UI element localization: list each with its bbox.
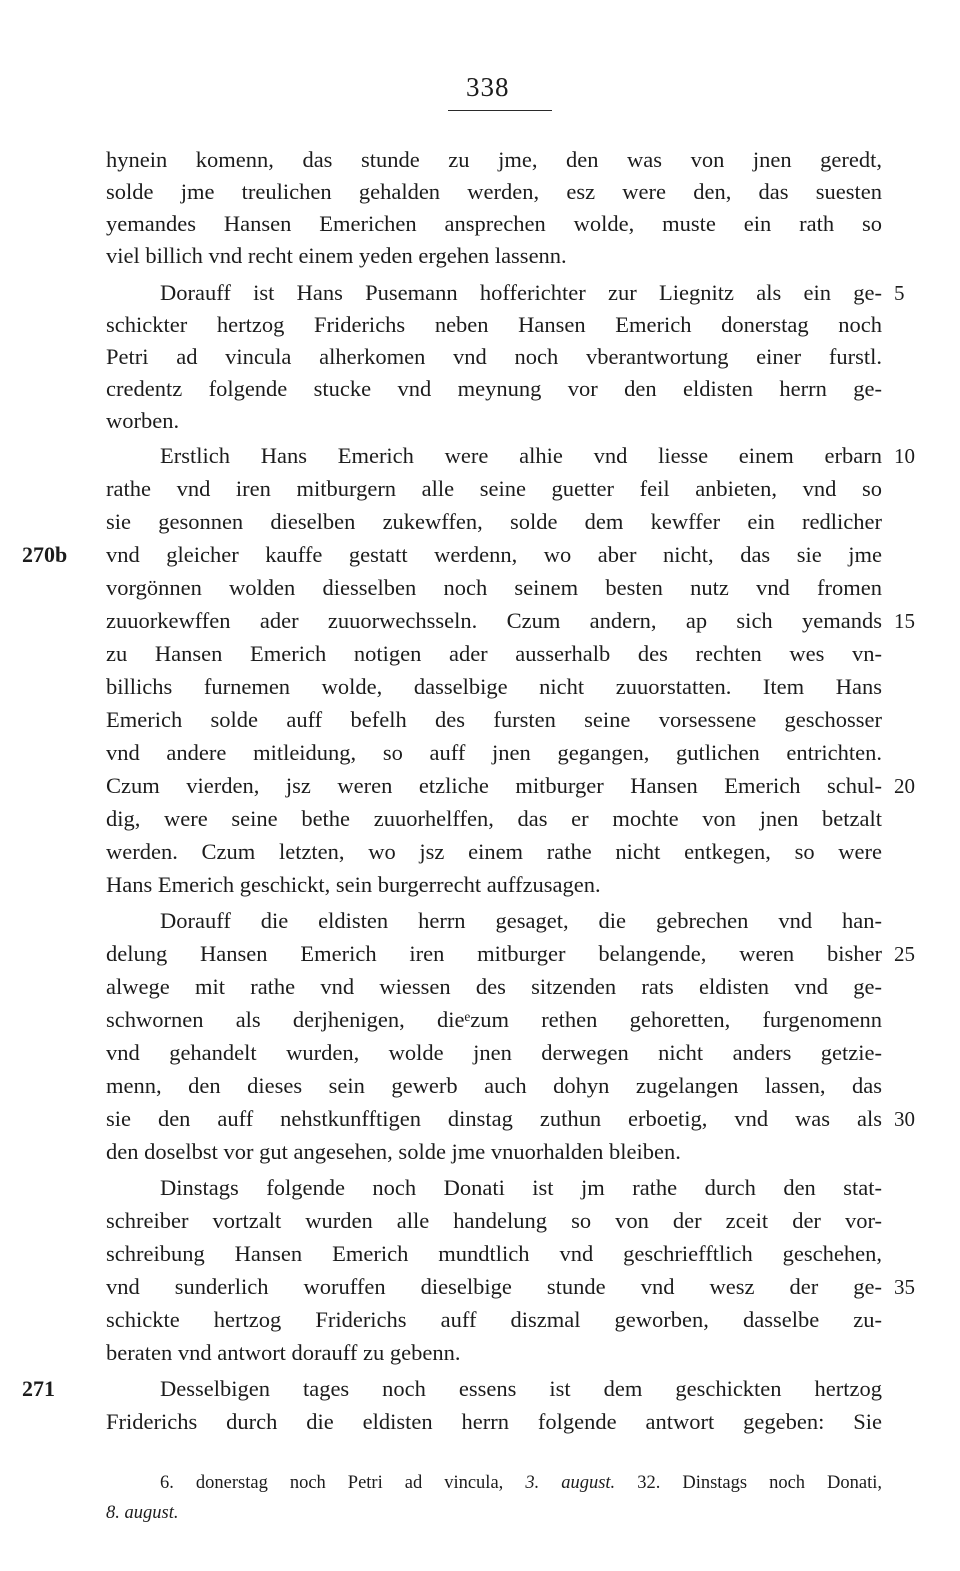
page-number-rule (448, 110, 552, 111)
page-number: 338 (466, 72, 510, 102)
text-line: den doselbst vor gut angesehen, solde jme vnuorhalden bleiben. (106, 1139, 681, 1164)
footnote-text: donerstag noch Petri ad vincula, (195, 1473, 504, 1493)
footnote-text: Dinstags noch Donati, (682, 1473, 883, 1493)
text-line: Friderichs durch die eldisten herrn folgende antwort gegeben: Sie (106, 1409, 882, 1434)
text-line: Czum vierden, jsz weren etzliche mitburger Hansen Emerich schul- (106, 773, 882, 798)
footnote-number: 32. (637, 1473, 661, 1493)
text-line: schickte hertzog Friderichs auff diszmal geworben, dasselbe zu- (106, 1307, 882, 1332)
footnote-date: 3. august. (525, 1473, 616, 1493)
text-line: worben. (106, 408, 180, 433)
text-line: Dorauff die eldisten herrn gesaget, die gebrechen vnd han- (160, 908, 882, 933)
line-number: 10 (894, 444, 915, 468)
text-line: vnd andere mitleidung, so auff jnen gegangen, gutlichen entrichten. (106, 740, 882, 765)
text-line: schreiber vortzalt wurden alle handelung so von der zceit der vor- (106, 1208, 882, 1233)
text-line: delung Hansen Emerich iren mitburger belangende, weren bisher (106, 941, 882, 966)
text-line: vorgönnen wolden diesselben noch seinem besten nutz vnd fromen (106, 575, 882, 600)
text-line: sie den auff nehstkunfftigen dinstag zuthun erboetig, vnd was als (106, 1106, 882, 1131)
text-line: billichs furnemen wolde, dasselbige nicht zuuorstatten. Item Hans (106, 674, 882, 699)
text-line: Desselbigen tages noch essens ist dem geschickten hertzog (160, 1376, 882, 1401)
text-line: werden. Czum letzten, wo jsz einem rathe nicht entkegen, so were (106, 839, 882, 864)
text-line: rathe vnd iren mitburgern alle seine guetter feil anbieten, vnd so (106, 476, 882, 501)
line-number: 5 (894, 281, 905, 305)
text-line: vnd gehandelt wurden, wolde jnen derwegen nicht anders getzie- (106, 1040, 882, 1065)
text-line: yemandes Hansen Emerichen ansprechen wolde, muste ein rath so (106, 211, 882, 236)
text-line: hynein komenn, das stunde zu jme, den was von jnen geredt, (106, 147, 882, 172)
text-line: Emerich solde auff befelh des fursten seine vorsessene geschosser (106, 707, 882, 732)
text-line: zu Hansen Emerich notigen ader ausserhalb des rechten wes vn- (106, 641, 882, 666)
text-line: credentz folgende stucke vnd meynung vor den eldisten herrn ge- (106, 376, 882, 401)
folio-mark: 271 (22, 1376, 55, 1401)
text-line: viel billich vnd recht einem yeden ergehen lassenn. (106, 243, 567, 268)
text-line: schickter hertzog Friderichs neben Hansen Emerich donerstag noch (106, 312, 882, 337)
text-line: Hans Emerich geschickt, sein burgerrecht auffzusagen. (106, 872, 601, 897)
footnote-line (160, 1470, 882, 1496)
footnote-number: 6. (160, 1473, 174, 1493)
text-line: zuuorkewffen ader zuuorwechsseln. Czum andern, ap sich yemands (106, 608, 882, 633)
footnote-date: 8. august. (106, 1503, 179, 1523)
text-line: vnd sunderlich woruffen dieselbige stunde vnd wesz der ge- (106, 1274, 882, 1299)
text-line: Erstlich Hans Emerich were alhie vnd liesse einem erbarn (160, 443, 882, 468)
text-line: sie gesonnen dieselben zukewffen, solde dem kewffer ein redlicher (106, 509, 882, 534)
text-line: vnd gleicher kauffe gestatt werdenn, wo aber nicht, das sie jme (106, 542, 882, 567)
text-line: schwornen als derjhenigen, dieᵉzum rethen gehoretten, furgenomenn (106, 1007, 882, 1032)
text-line: solde jme treulichen gehalden werden, esz were den, das suesten (106, 179, 882, 204)
text-line: menn, den dieses sein gewerb auch dohyn zugelangen lassen, das (106, 1073, 882, 1098)
line-number: 20 (894, 774, 915, 798)
text-line: dig, were seine bethe zuuorhelffen, das er mochte von jnen betzalt (106, 806, 882, 831)
line-number: 30 (894, 1107, 915, 1131)
text-line: beraten vnd antwort dorauff zu gebenn. (106, 1340, 461, 1365)
text-line: schreibung Hansen Emerich mundtlich vnd geschriefftlich geschehen, (106, 1241, 882, 1266)
folio-mark: 270b (22, 542, 68, 567)
text-line: Petri ad vincula alherkomen vnd noch vberantwortung einer furstl. (106, 344, 882, 369)
line-number: 35 (894, 1275, 915, 1299)
line-number: 15 (894, 609, 915, 633)
text-line: Dorauff ist Hans Pusemann hofferichter zur Liegnitz als ein ge- (160, 280, 882, 305)
line-number: 25 (894, 942, 915, 966)
text-line: alwege mit rathe vnd wiessen des sitzenden rats eldisten vnd ge- (106, 974, 882, 999)
text-line: Dinstags folgende noch Donati ist jm rathe durch den stat- (160, 1175, 882, 1200)
footnote-line (106, 1500, 178, 1526)
